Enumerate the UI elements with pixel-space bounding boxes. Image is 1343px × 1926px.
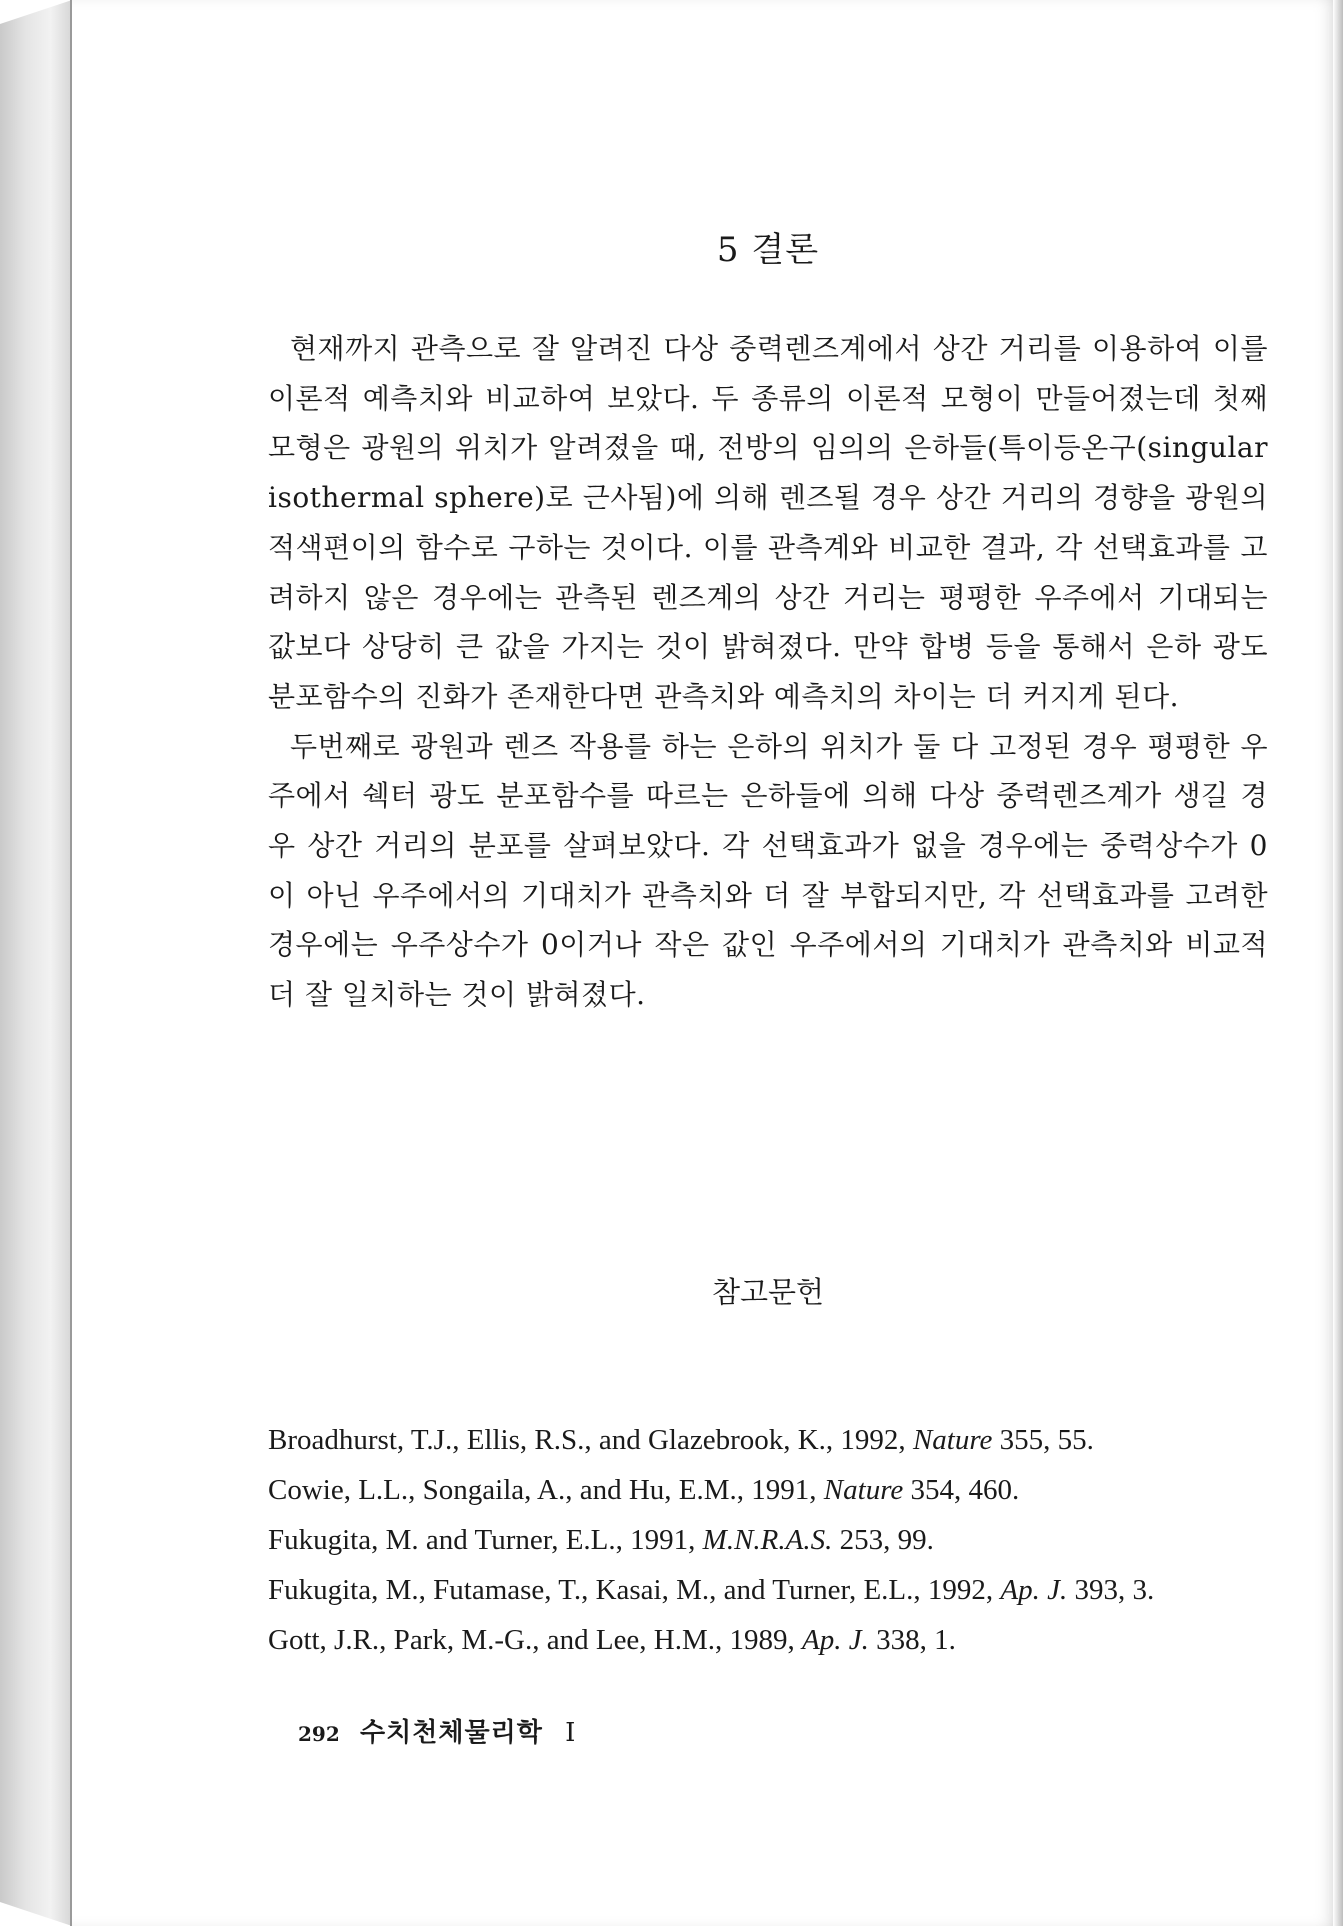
reference-volume-page: 338, 1. — [868, 1624, 956, 1656]
reference-volume-page: 355, 55. — [992, 1424, 1094, 1456]
references-title: 참고문헌 — [711, 1275, 825, 1309]
reference-item — [268, 1465, 1268, 1515]
section-title: 5 결론 — [716, 230, 820, 270]
reference-journal: Nature — [912, 1424, 993, 1456]
conclusion-body — [268, 324, 1268, 1020]
paragraph-1: 현재까지 관측으로 잘 알려진 다상 중력렌즈계에서 상간 거리를 이용하여 이를 이론적 예측치와 비교하여 보았다. 두 종류의 이론적 모형이 만들어졌는데 첫째 모형은 광원의 위치가 알려졌을 때, 전방의 임의의 은하들(특이등온구(singular isothermal sphere)로 근사됨)에 의해 렌즈될 경우 상간 거리의 경향을 광원의 적색편이의 함수로 구하는 것이다. 이를 관측계와 비교한 결과, 각 선택효과를 고려하지 않은 경우에는 관측된 렌즈계의 상간 거리는 평평한 우주에서 기대되는 값보다 상당히 큰 값을 가지는 것이 밝혀졌다. 만약 합병 등을 통해서 은하 광도 분포함수의 진화가 존재한다면 관측치와 예측치의 차이는 더 커지게 된다. — [268, 332, 1268, 713]
reference-item — [268, 1515, 1268, 1565]
paragraph-2: 두번째로 광원과 렌즈 작용를 하는 은하의 위치가 둘 다 고정된 경우 평평한 우주에서 쉑터 광도 분포함수를 따르는 은하들에 의해 다상 중력렌즈계가 생길 경우 상간 거리의 분포를 살펴보았다. 각 선택효과가 없을 경우에는 중력상수가 0이 아닌 우주에서의 기대치가 관측치와 더 잘 부합되지만, 각 선택효과를 고려한 경우에는 우주상수가 0이거나 작은 값인 우주에서의 기대치가 관측치와 비교적 더 잘 일치하는 것이 밝혀졌다. — [268, 729, 1268, 1012]
reference-authors: Fukugita, M., Futamase, T., Kasai, M., and Turner, E.L., 1992, — [268, 1574, 1001, 1606]
reference-item — [268, 1565, 1268, 1615]
reference-authors: Cowie, L.L., Songaila, A., and Hu, E.M., 1991, — [268, 1474, 824, 1506]
page-edge-shadow — [1333, 0, 1343, 1926]
reference-journal: Ap. J. — [802, 1624, 869, 1656]
reference-item — [268, 1615, 1268, 1665]
book-spine — [0, 0, 72, 1926]
reference-volume-page: 393, 3. — [1067, 1574, 1155, 1606]
reference-authors: Fukugita, M. and Turner, E.L., 1991, — [268, 1524, 703, 1556]
reference-volume-page: 354, 460. — [903, 1474, 1020, 1506]
reference-journal: Nature — [823, 1474, 904, 1506]
reference-journal: Ap. J. — [1000, 1574, 1068, 1606]
volume-number: I — [565, 1718, 576, 1748]
reference-authors: Gott, J.R., Park, M.-G., and Lee, H.M., 1989, — [268, 1624, 803, 1656]
page-number: 292 — [298, 1722, 340, 1746]
reference-authors: Broadhurst, T.J., Ellis, R.S., and Glazebrook, K., 1992, — [268, 1424, 913, 1456]
references-list — [268, 1415, 1268, 1665]
reference-item — [268, 1415, 1268, 1465]
reference-volume-page: 253, 99. — [832, 1524, 934, 1556]
reference-journal: M.N.R.A.S. — [702, 1524, 833, 1556]
page-footer — [298, 1712, 575, 1749]
book-title: 수치천체물리학 — [360, 1718, 543, 1748]
book-page — [72, 0, 1343, 1926]
